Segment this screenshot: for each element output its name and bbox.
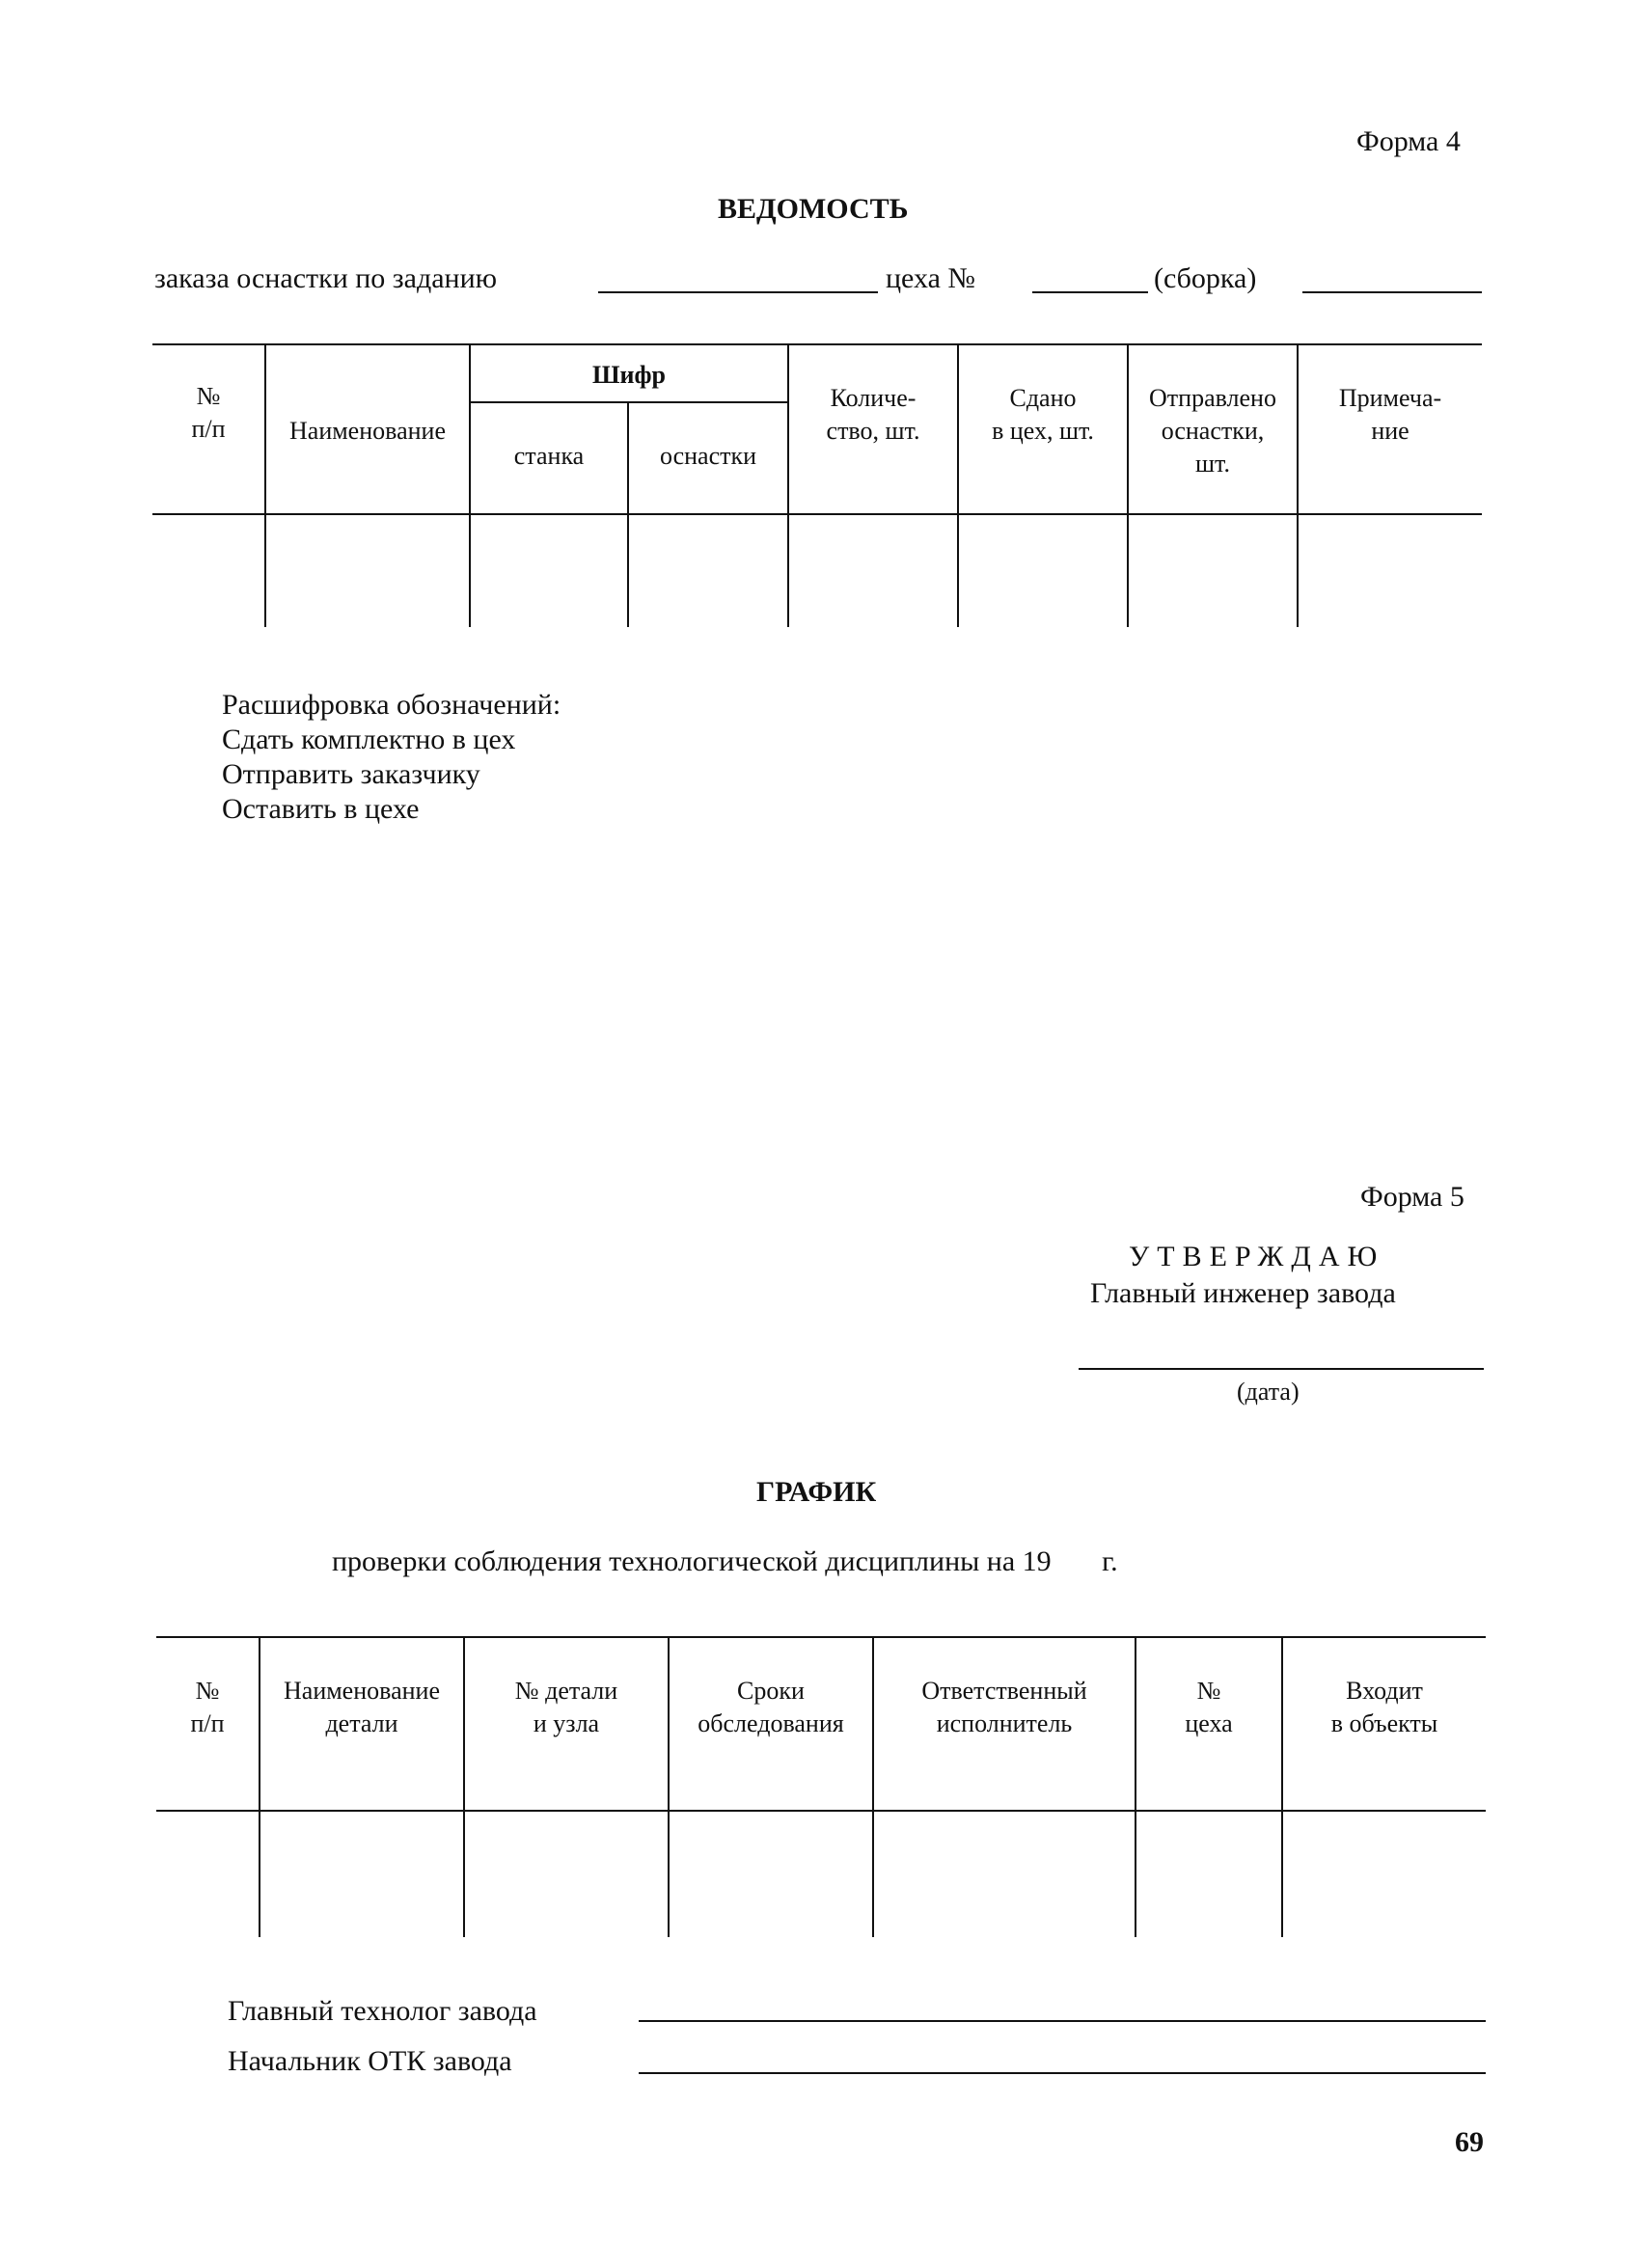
form4-title: ВЕДОМОСТЬ: [718, 193, 909, 225]
legend-item: Отправить заказчику: [222, 758, 480, 790]
col-divider: [627, 403, 629, 627]
header-part-num: № детали и узла: [514, 1677, 618, 1737]
header-num: № п/п: [191, 382, 226, 443]
header-num: № п/п: [190, 1677, 225, 1737]
header-responsible: Ответственный исполнитель: [921, 1677, 1087, 1737]
code-split-line: [471, 401, 787, 403]
signature-line: [639, 2072, 1486, 2074]
form4-label: Форма 4: [1356, 125, 1461, 157]
form5-subtitle: проверки соблюдения технологической дисциплины на 19 г.: [332, 1545, 1118, 1577]
header-delivered: Сдано в цех, шт.: [992, 384, 1094, 445]
page-number: 69: [1455, 2126, 1484, 2158]
header-dates: Сроки обследования: [698, 1677, 844, 1737]
header-name: Наименование: [289, 417, 446, 445]
signature-blank-line: [1079, 1368, 1484, 1370]
header-sent: Отправлено оснастки, шт.: [1149, 384, 1276, 478]
header-code-machine: станка: [513, 442, 585, 470]
task-blank-line: [598, 291, 878, 293]
legend-item: Оставить в цехе: [222, 793, 420, 825]
legend-title: Расшифровка обозначений:: [222, 689, 561, 721]
header-part-name: Наименование детали: [284, 1677, 440, 1737]
header-bottom-border: [156, 1810, 1486, 1812]
form5-title: ГРАФИК: [756, 1476, 877, 1508]
header-code: Шифр: [592, 361, 666, 389]
signature-qc-head: Начальник ОТК завода: [228, 2045, 512, 2077]
header-code-tool: оснастки: [659, 442, 757, 470]
approve-heading: УТВЕРЖДАЮ: [1129, 1241, 1385, 1272]
assembly-blank-line: [1302, 291, 1482, 293]
form4-subtitle-part3: (сборка): [1154, 262, 1257, 294]
legend-item: Сдать комплектно в цех: [222, 724, 516, 755]
header-bottom-border: [152, 513, 1482, 515]
header-qty: Количе- ство, шт.: [826, 384, 920, 445]
date-label: (дата): [1237, 1378, 1300, 1406]
table-top-border: [152, 343, 1482, 345]
col-divider: [264, 345, 266, 627]
approver-title: Главный инженер завода: [1090, 1277, 1396, 1309]
form4-subtitle-part2: цеха №: [886, 262, 976, 294]
signature-line: [639, 2020, 1486, 2022]
header-shop: № цеха: [1185, 1677, 1233, 1737]
signature-chief-technologist: Главный технолог завода: [228, 1995, 537, 2027]
form4-subtitle-part1: заказа оснастки по заданию: [154, 262, 498, 294]
shop-blank-line: [1032, 291, 1148, 293]
header-note: Примеча- ние: [1338, 384, 1442, 445]
header-objects: Входит в объекты: [1330, 1677, 1438, 1737]
form5-label: Форма 5: [1360, 1181, 1464, 1213]
table-top-border: [156, 1636, 1486, 1638]
